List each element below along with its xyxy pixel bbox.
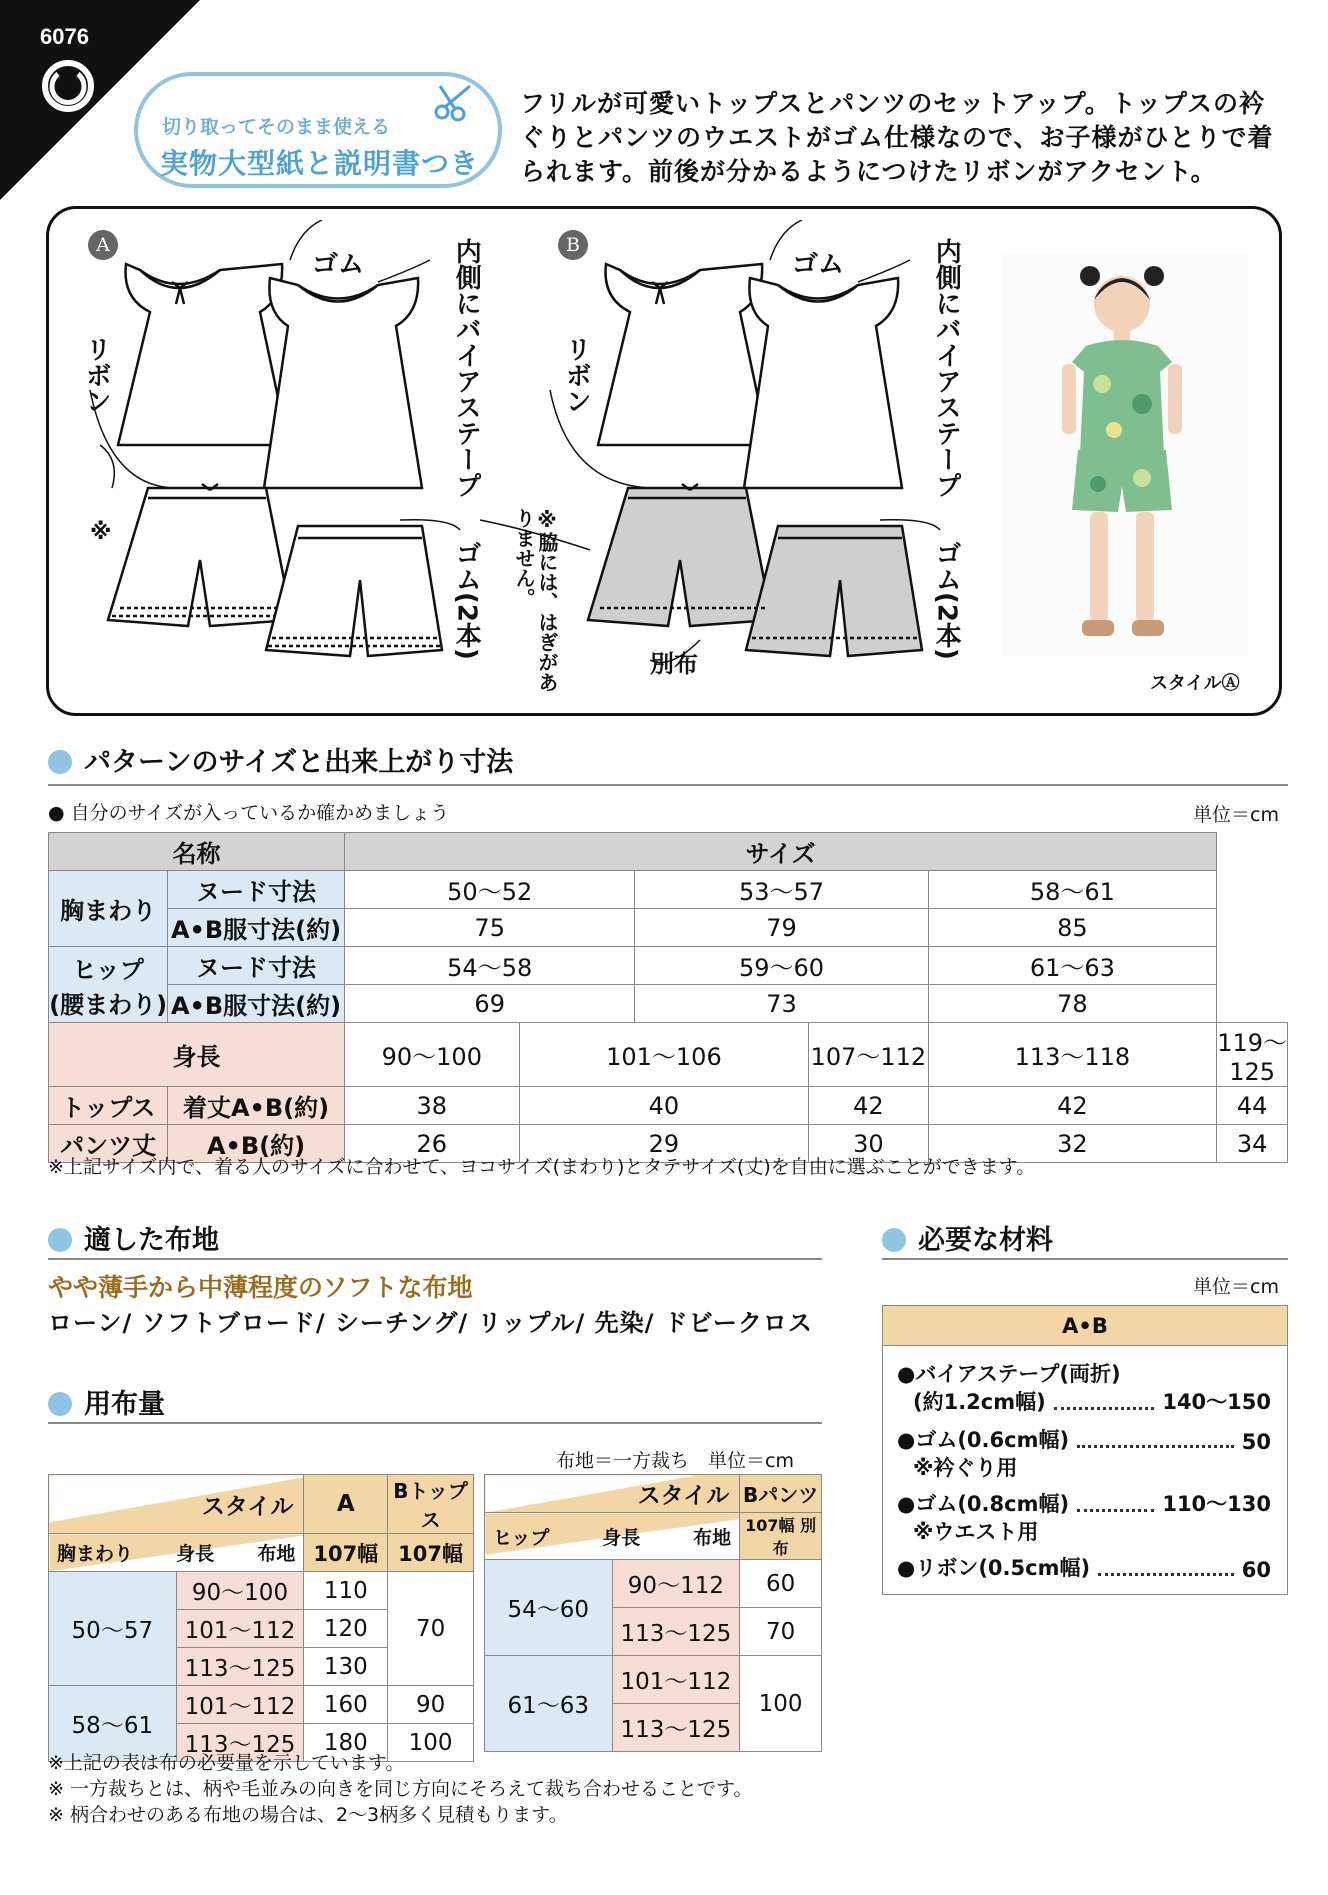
chest-fin-cell: 85	[928, 909, 1217, 947]
fabric-heading: やや薄手から中薄程度のソフトな布地	[48, 1273, 473, 1302]
label-ribbon-a: リボン	[81, 336, 112, 414]
material-note: ※衿ぐり用	[913, 1456, 1018, 1480]
label-gomu-a: ゴム	[312, 250, 365, 280]
chest-nude-cell: 58〜61	[928, 871, 1217, 909]
table-row	[49, 1572, 474, 1610]
pants-cell: 29	[519, 1125, 808, 1163]
hip-fin-cell: 73	[635, 985, 928, 1023]
table-row	[49, 1686, 474, 1724]
material-item: ●ゴム(0.8cm幅) 110〜130	[897, 1492, 1271, 1516]
label-ribbon-b: リボン	[561, 336, 592, 414]
height-cell: 90〜112	[612, 1560, 740, 1608]
materials-rule	[882, 1258, 1288, 1260]
header-chest: 胸まわり	[57, 1543, 134, 1565]
pants-cell: 30	[809, 1125, 928, 1163]
header-bpants: Bパンツ	[740, 1475, 822, 1513]
pants-cell: 34	[1217, 1125, 1288, 1163]
row-label-nude: ヌード寸法	[168, 871, 345, 909]
tops-cell: 42	[928, 1087, 1217, 1125]
row-label-height: 身長	[49, 1023, 345, 1087]
table-row	[49, 1087, 1288, 1125]
row-label-chest: 胸まわり	[49, 871, 168, 947]
table-row	[485, 1475, 822, 1513]
height-cell: 90〜100	[176, 1572, 304, 1610]
header-hip: ヒップ	[493, 1526, 550, 1549]
section-dot-icon	[48, 1228, 72, 1252]
a-cell: 180	[304, 1724, 388, 1762]
materials-header: A•B	[883, 1306, 1287, 1346]
group-2: 58〜61	[49, 1686, 177, 1762]
row-label-nude: ヌード寸法	[168, 947, 345, 985]
chest-fin-cell: 79	[635, 909, 928, 947]
row-label-pants: パンツ丈	[49, 1125, 168, 1163]
hip-fin-cell: 69	[344, 985, 635, 1023]
chest-nude-cell: 53〜57	[635, 871, 928, 909]
label-uchigawa-a: 内側にバイアステープ	[451, 238, 482, 498]
b-cell: 100	[388, 1724, 474, 1762]
header-style: スタイル	[49, 1475, 304, 1534]
tops-cell: 44	[1217, 1087, 1288, 1125]
table-row	[49, 1534, 474, 1572]
pattern-number: 6076	[40, 24, 89, 49]
table-row	[49, 909, 1288, 947]
tops-cell: 38	[344, 1087, 519, 1125]
header-fabric: 布地	[257, 1543, 296, 1565]
group-1: 54〜60	[485, 1560, 613, 1656]
style-a-marker: A	[88, 230, 118, 260]
label-gomu-b: ゴム	[792, 250, 845, 280]
height-cell: 90〜100	[344, 1023, 519, 1087]
a-cell: 110	[304, 1572, 388, 1610]
group-2: 61〜63	[485, 1656, 613, 1752]
style-b-marker: B	[558, 230, 588, 260]
brand-logo	[40, 58, 96, 114]
yardage-section-title: 用布量	[48, 1382, 165, 1421]
label-gomu2-b: ゴム(2本)	[931, 540, 962, 660]
yardage-table-1	[48, 1474, 474, 1762]
table-row	[485, 1656, 822, 1704]
hip-nude-cell: 59〜60	[635, 947, 928, 985]
height-cell: 119〜125	[1217, 1023, 1288, 1087]
material-item: ●リボン(0.5cm幅) 60	[897, 1556, 1271, 1582]
label-uchigawa-b: 内側にバイアステープ	[931, 238, 962, 498]
intro-line-2: ぐりとパンツのウエストがゴム仕様なので、お子様がひとりで着	[520, 123, 1274, 152]
row-label-pants-sub: A•B(約)	[168, 1125, 345, 1163]
value-cell: 100	[740, 1656, 822, 1752]
photo-caption: スタイルⒶ	[1150, 673, 1240, 694]
width-b: 107幅	[388, 1534, 474, 1572]
label-waki-note: ※脇には、はぎがありません。	[512, 508, 559, 692]
header-style: スタイル	[485, 1475, 740, 1513]
row-label-tops: トップス	[49, 1087, 168, 1125]
chest-nude-cell: 50〜52	[344, 871, 635, 909]
tops-cell: 42	[809, 1087, 928, 1125]
row-label-tops-sub: 着丈A•B(約)	[168, 1087, 345, 1125]
yardage-note-3: ※ 柄合わせのある布地の場合は、2〜3柄多く見積もります。	[48, 1804, 568, 1826]
height-cell: 113〜125	[612, 1608, 740, 1656]
width-a: 107幅	[304, 1534, 388, 1572]
hip-fin-cell: 78	[928, 985, 1217, 1023]
table-row	[49, 871, 1288, 909]
a-cell: 130	[304, 1648, 388, 1686]
header-size: サイズ	[344, 833, 1216, 871]
tops-cell: 40	[519, 1087, 808, 1125]
group-1: 50〜57	[49, 1572, 177, 1686]
size-unit: 単位＝cm	[1193, 804, 1279, 826]
model-photo	[1002, 254, 1248, 656]
table-row	[49, 985, 1288, 1023]
table-row	[485, 1513, 822, 1560]
a-cell: 160	[304, 1686, 388, 1724]
height-cell: 113〜118	[928, 1023, 1217, 1087]
badge-subtitle: 切り取ってそのまま使える	[162, 116, 391, 138]
a-cell: 120	[304, 1610, 388, 1648]
row-label-ab: A•B服寸法(約)	[168, 909, 345, 947]
header-name: 名称	[49, 833, 345, 871]
section-dot-icon	[48, 750, 72, 774]
badge-title: 実物大型紙と説明書つき	[160, 147, 480, 180]
materials-section-title: 必要な材料	[882, 1218, 1053, 1257]
b-cell: 70	[388, 1572, 474, 1686]
section-dot-icon	[48, 1392, 72, 1416]
row-label-ab: A•B服寸法(約)	[168, 985, 345, 1023]
height-cell: 101〜112	[176, 1686, 304, 1724]
height-cell: 113〜125	[176, 1724, 304, 1762]
header-height: 身長	[602, 1526, 641, 1549]
size-section-title: パターンのサイズと出来上がり寸法	[48, 740, 513, 779]
material-item: ●バイアステープ(両折)	[897, 1362, 1121, 1386]
header-a: A	[304, 1475, 388, 1534]
hip-nude-cell: 61〜63	[928, 947, 1217, 985]
materials-unit: 単位＝cm	[1193, 1276, 1279, 1298]
width-cell: 107幅 別布	[740, 1513, 822, 1560]
material-item: ●ゴム(0.6cm幅) 50	[897, 1428, 1271, 1454]
fabric-section-title: 適した布地	[48, 1218, 219, 1257]
pants-cell: 32	[928, 1125, 1217, 1163]
material-item: (約1.2cm幅) 140〜150	[913, 1390, 1271, 1414]
materials-box	[882, 1305, 1288, 1595]
header-height: 身長	[176, 1543, 215, 1565]
height-cell: 113〜125	[176, 1648, 304, 1686]
material-note: ※ウエスト用	[913, 1520, 1039, 1544]
height-cell: 101〜106	[519, 1023, 808, 1087]
table-row	[49, 1475, 474, 1534]
table-row	[485, 1560, 822, 1608]
label-kome-a: ※	[90, 520, 112, 545]
value-cell: 60	[740, 1560, 822, 1608]
size-footnote: ※上記サイズ内で、着る人のサイズに合わせて、ヨコサイズ(まわり)とタテサイズ(丈)を自由に選ぶことができます。	[48, 1156, 1036, 1178]
yardage-note-1: ※上記の表は布の必要量を示しています。	[48, 1752, 405, 1774]
header-diagonal	[485, 1513, 740, 1560]
hip-nude-cell: 54〜58	[344, 947, 635, 985]
yardage-note-2: ※ 一方裁ちとは、柄や毛並みの向きを同じ方向にそろえて裁ち合わせることです。	[48, 1778, 753, 1800]
table-row	[49, 833, 1288, 871]
scissors-icon	[432, 82, 474, 122]
fabric-list: ローン/ ソフトブロード/ シーチング/ リップル/ 先染/ ドビークロス	[48, 1309, 813, 1337]
size-table	[48, 832, 1288, 1163]
size-subnote: ● 自分のサイズが入っているか確かめましょう	[48, 802, 450, 824]
pants-cell: 26	[344, 1125, 519, 1163]
intro-line-1: フリルが可愛いトップスとパンツのセットアップ。トップスの衿	[520, 89, 1266, 118]
label-gomu2-a: ゴム(2本)	[451, 540, 482, 660]
intro-line-3: られます。前後が分かるようにつけたリボンがアクセント。	[520, 157, 1217, 186]
height-cell: 101〜112	[612, 1656, 740, 1704]
table-row	[49, 1023, 1288, 1087]
height-cell: 101〜112	[176, 1610, 304, 1648]
header-fabric: 布地	[693, 1526, 732, 1549]
label-betsununo: 別布	[650, 650, 698, 678]
header-diagonal	[49, 1534, 304, 1572]
row-label-hip: ヒップ (腰まわり)	[49, 947, 168, 1023]
size-section-rule	[48, 784, 1288, 786]
yardage-rule	[48, 1422, 822, 1424]
height-cell: 107〜112	[809, 1023, 928, 1087]
section-dot-icon	[882, 1228, 906, 1252]
header-btops: Bトップス	[388, 1475, 474, 1534]
chest-fin-cell: 75	[344, 909, 635, 947]
table-row	[49, 947, 1288, 985]
yardage-table-2	[484, 1474, 822, 1752]
yardage-note: 布地＝一方裁ち 単位＝cm	[556, 1450, 794, 1472]
value-cell: 70	[740, 1608, 822, 1656]
height-cell: 113〜125	[612, 1704, 740, 1752]
b-cell: 90	[388, 1686, 474, 1724]
fabric-rule	[48, 1258, 822, 1260]
